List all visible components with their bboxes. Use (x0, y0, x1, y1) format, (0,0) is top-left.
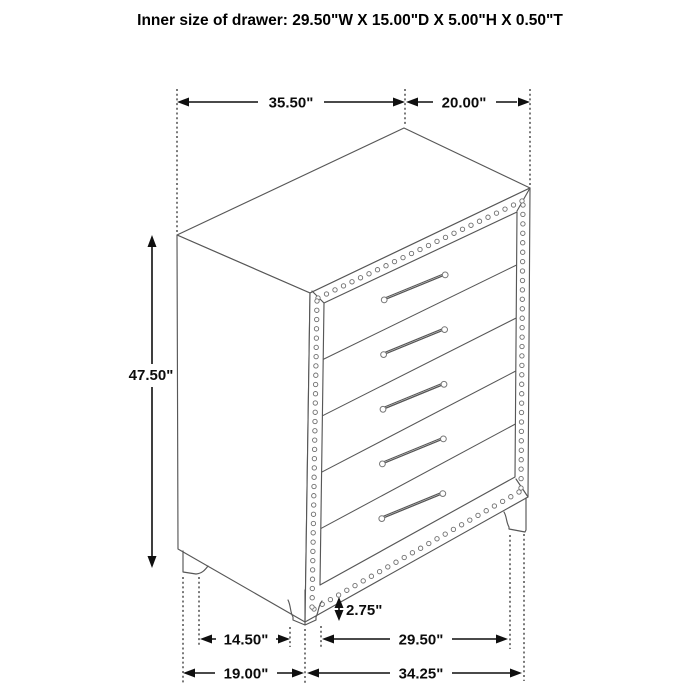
dim-base-width-label: 34.25" (398, 665, 444, 683)
nailhead (517, 490, 521, 494)
nailhead (310, 586, 314, 590)
nailhead (377, 569, 381, 573)
arrowhead (518, 98, 530, 107)
handle-end-cap (441, 436, 447, 442)
nailhead (311, 521, 315, 525)
nailhead (401, 255, 405, 259)
nailhead (521, 250, 525, 254)
nailhead (350, 280, 354, 284)
nailhead (520, 325, 524, 329)
nailhead (313, 382, 317, 386)
nailhead (311, 558, 315, 562)
nailhead (520, 392, 524, 396)
nailhead (521, 212, 525, 216)
nailhead (451, 527, 455, 531)
nailhead (519, 420, 523, 424)
nailhead (314, 364, 318, 368)
dim-foot-clearance-width-label: 29.50" (398, 631, 444, 649)
nailhead (392, 259, 396, 263)
nailhead (509, 495, 513, 499)
nailhead (345, 588, 349, 592)
nailhead (410, 551, 414, 555)
nailhead (426, 243, 430, 247)
nailhead (314, 345, 318, 349)
nailhead (520, 373, 524, 377)
nailhead (336, 593, 340, 597)
nailhead (328, 597, 332, 601)
nailhead (310, 596, 314, 600)
nailhead (519, 448, 523, 452)
arrowhead (148, 556, 157, 568)
nailhead (312, 503, 316, 507)
chest-illustration (177, 128, 530, 625)
nailhead (494, 211, 498, 215)
nailhead (313, 419, 317, 423)
nailhead (312, 494, 316, 498)
nailhead (460, 227, 464, 231)
handle-end-cap (381, 297, 387, 303)
diagram-title: Inner size of drawer: 29.50"W X 15.00"D X 5.00"H X 0.50"T (137, 12, 563, 29)
nailhead (519, 439, 523, 443)
nailhead (361, 579, 365, 583)
nailhead (375, 268, 379, 272)
nailhead (311, 540, 315, 544)
nailhead (314, 354, 318, 358)
handle-end-cap (380, 406, 386, 412)
dim-overall-width-label: 35.50" (268, 94, 314, 112)
nailhead (369, 574, 373, 578)
dim-foot-height-label: 2.75" (346, 602, 383, 619)
nailhead (315, 299, 319, 303)
handle-end-cap (441, 381, 447, 387)
nailhead (435, 537, 439, 541)
dim-overall-width (177, 95, 405, 112)
nailhead (520, 335, 524, 339)
nailhead (443, 532, 447, 536)
nailhead (459, 523, 463, 527)
nailhead (521, 241, 525, 245)
arrowhead (393, 98, 405, 107)
handle-end-cap (379, 516, 385, 522)
nailhead (358, 276, 362, 280)
nailhead (521, 222, 525, 226)
handle-end-cap (381, 352, 387, 358)
nailhead (384, 264, 388, 268)
nailhead (310, 605, 314, 609)
handle-end-cap (442, 327, 448, 333)
chest-left-side-face (177, 235, 310, 622)
nailhead (519, 467, 523, 471)
dim-overall-depth (406, 95, 530, 112)
nailhead (312, 456, 316, 460)
nailhead (313, 429, 317, 433)
nailhead (333, 288, 337, 292)
nailhead (394, 560, 398, 564)
arrowhead (335, 610, 344, 621)
nailhead (418, 546, 422, 550)
nailhead (341, 284, 345, 288)
dim-foot-clearance-width (322, 632, 508, 649)
nailhead (324, 292, 328, 296)
nailhead (312, 466, 316, 470)
dim-base-depth (183, 666, 304, 683)
nailhead (486, 215, 490, 219)
nailhead (311, 549, 315, 553)
nailhead (521, 231, 525, 235)
nailhead (503, 207, 507, 211)
nailhead (353, 583, 357, 587)
nailhead (427, 541, 431, 545)
arrowhead (322, 635, 334, 644)
handle-end-cap (380, 461, 386, 467)
arrowhead (200, 635, 212, 644)
nailhead (519, 476, 523, 480)
dim-base-width (307, 666, 522, 683)
nailhead (315, 317, 319, 321)
nailhead (519, 410, 523, 414)
dim-overall-height-label: 47.50" (128, 367, 174, 384)
nailhead (520, 344, 524, 348)
nailhead (500, 499, 504, 503)
nailhead (313, 410, 317, 414)
nailhead (311, 512, 315, 516)
nailhead (313, 438, 317, 442)
arrowhead (183, 669, 195, 678)
nailhead (520, 269, 524, 273)
nailhead (477, 219, 481, 223)
arrowhead (406, 98, 418, 107)
nailhead (520, 278, 524, 282)
dim-overall-height (129, 235, 174, 568)
arrowhead (510, 669, 522, 678)
arrowhead (496, 635, 508, 644)
nailhead (520, 288, 524, 292)
nailhead (310, 577, 314, 581)
nailhead (519, 429, 523, 433)
nailhead (310, 568, 314, 572)
nailhead (312, 447, 316, 451)
handle-end-cap (440, 491, 446, 497)
nailhead (313, 401, 317, 405)
nailhead (468, 518, 472, 522)
nailhead (520, 382, 524, 386)
dim-foot-clearance-depth-label: 14.50" (223, 631, 269, 649)
arrowhead (177, 98, 189, 107)
nailhead (312, 475, 316, 479)
nailhead (520, 259, 524, 263)
arrowhead (292, 669, 304, 678)
nailhead (469, 223, 473, 227)
nailhead (521, 203, 525, 207)
nailhead (386, 565, 390, 569)
nailhead (511, 203, 515, 207)
nailhead (435, 239, 439, 243)
nailhead (452, 231, 456, 235)
nailhead (313, 392, 317, 396)
nailhead (520, 297, 524, 301)
arrowhead (307, 669, 319, 678)
nailhead (519, 401, 523, 405)
nailhead (314, 336, 318, 340)
nailhead (492, 504, 496, 508)
nailhead (312, 484, 316, 488)
nailhead (409, 251, 413, 255)
nailhead (315, 308, 319, 312)
nailhead (484, 509, 488, 513)
dim-base-depth-label: 19.00" (223, 665, 269, 683)
nailhead (367, 272, 371, 276)
nailhead (311, 531, 315, 535)
nailhead (520, 307, 524, 311)
arrowhead (278, 635, 290, 644)
nailhead (520, 354, 524, 358)
nailhead (314, 327, 318, 331)
handle-end-cap (442, 272, 448, 278)
nailhead (520, 316, 524, 320)
nailhead (520, 363, 524, 367)
nailhead (443, 235, 447, 239)
nailhead (519, 458, 523, 462)
nailhead (476, 513, 480, 517)
nailhead (418, 247, 422, 251)
nailhead (314, 373, 318, 377)
dim-foot-clearance-depth (200, 632, 290, 649)
dim-overall-depth-label: 20.00" (441, 94, 487, 112)
arrowhead (148, 235, 157, 247)
nailhead (402, 555, 406, 559)
